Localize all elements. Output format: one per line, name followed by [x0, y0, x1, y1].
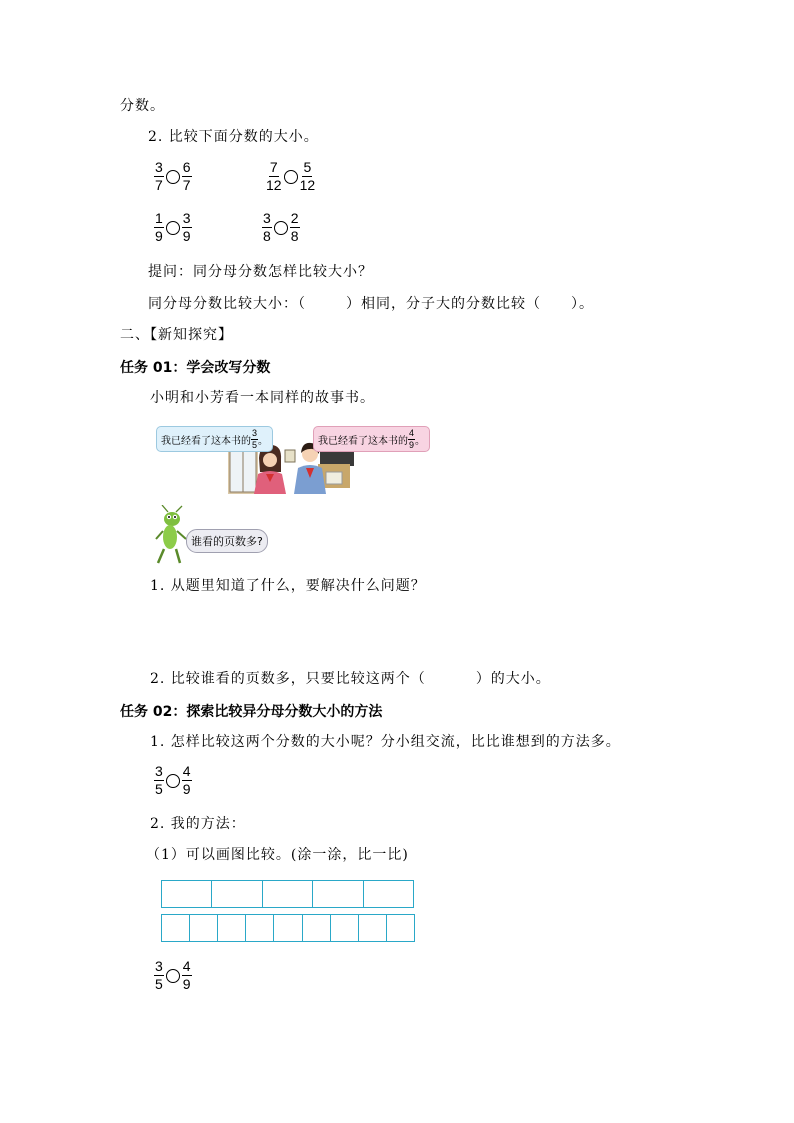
students-illustration: [150, 420, 430, 494]
fraction: $\frac{4}{9}$: [408, 427, 414, 450]
grid-cell[interactable]: [246, 915, 274, 941]
method-heading: 2. 我的方法：: [150, 816, 246, 832]
fraction-comparison: [154, 211, 192, 244]
text-line: 分数。: [120, 98, 165, 114]
grid-cell[interactable]: [331, 915, 359, 941]
compare-circle[interactable]: [284, 170, 298, 184]
grid-cell[interactable]: [162, 881, 212, 907]
task-heading: 任务 01：学会改写分数: [120, 360, 271, 376]
fraction: $\frac{3}{5}$: [252, 427, 258, 450]
grid-cell[interactable]: [303, 915, 331, 941]
fraction-comparison: [262, 211, 300, 244]
compare-circle[interactable]: [274, 221, 288, 235]
fraction: $\frac{3}{7}$: [155, 159, 163, 193]
grid-cell[interactable]: [218, 915, 246, 941]
fraction-comparison: [154, 959, 192, 992]
grid-cell[interactable]: [364, 881, 413, 907]
fill-in-sentence: 同分母分数比较大小：（ ）相同，分子大的分数比较（ ）。: [148, 296, 594, 312]
section-heading: 二、【新知探究】: [120, 327, 233, 343]
fraction: $\frac{3}{8}$: [263, 210, 271, 244]
grid-cell[interactable]: [313, 881, 363, 907]
grid-cell[interactable]: [190, 915, 218, 941]
compare-circle[interactable]: [166, 221, 180, 235]
fraction: $\frac{3}{9}$: [182, 210, 191, 244]
fraction-comparison: [154, 160, 192, 193]
fraction: $\frac{4}{9}$: [182, 958, 191, 992]
mascot-illustration: [150, 505, 275, 565]
fraction-comparison: [266, 160, 315, 193]
fraction: $\frac{2}{8}$: [290, 210, 299, 244]
compare-circle[interactable]: [166, 969, 180, 983]
grid-cell[interactable]: [162, 915, 190, 941]
grid-cell[interactable]: [387, 915, 414, 941]
grid-ninths[interactable]: [161, 914, 415, 942]
grid-cell[interactable]: [212, 881, 262, 907]
question-text: 提问：同分母分数怎样比较大小？: [148, 264, 373, 280]
speech-bubble-mascot: 谁看的页数多?: [186, 529, 268, 553]
method-question: 1. 怎样比较这两个分数的大小呢？分小组交流，比比谁想到的方法多。: [150, 734, 621, 750]
grid-cell[interactable]: [263, 881, 313, 907]
fraction: $\frac{3}{5}$: [155, 763, 163, 797]
speech-bubble-boy: 我已经看了这本书的 $\frac{4}{9}$ 。: [313, 426, 430, 452]
grid-cell[interactable]: [359, 915, 387, 941]
question-2: 2. 比较谁看的页数多，只要比较这两个（ ）的大小。: [150, 671, 551, 687]
method-1-text: （1）可以画图比较。(涂一涂，比一比): [146, 847, 409, 863]
fraction: $\frac{6}{7}$: [182, 159, 191, 193]
exercise-2-title: 2. 比较下面分数的大小。: [148, 129, 319, 145]
fraction-comparison: [154, 764, 192, 797]
speech-bubble-girl: 我已经看了这本书的 $\frac{3}{5}$ 。: [156, 426, 273, 452]
story-text: 小明和小芳看一本同样的故事书。: [150, 390, 375, 406]
grid-fifths[interactable]: [161, 880, 414, 908]
grid-cell[interactable]: [274, 915, 302, 941]
fraction: $\frac{3}{5}$: [155, 958, 163, 992]
compare-circle[interactable]: [166, 170, 180, 184]
question-1: 1. 从题里知道了什么，要解决什么问题？: [150, 578, 426, 594]
fraction: $\frac{5}{12}$: [299, 159, 316, 193]
fraction: $\frac{4}{9}$: [182, 763, 191, 797]
compare-circle[interactable]: [166, 774, 180, 788]
fraction: $\frac{1}{9}$: [155, 210, 163, 244]
fraction: $\frac{7}{12}$: [266, 159, 282, 193]
task-heading: 任务 02：探索比较异分母分数大小的方法: [120, 704, 383, 720]
